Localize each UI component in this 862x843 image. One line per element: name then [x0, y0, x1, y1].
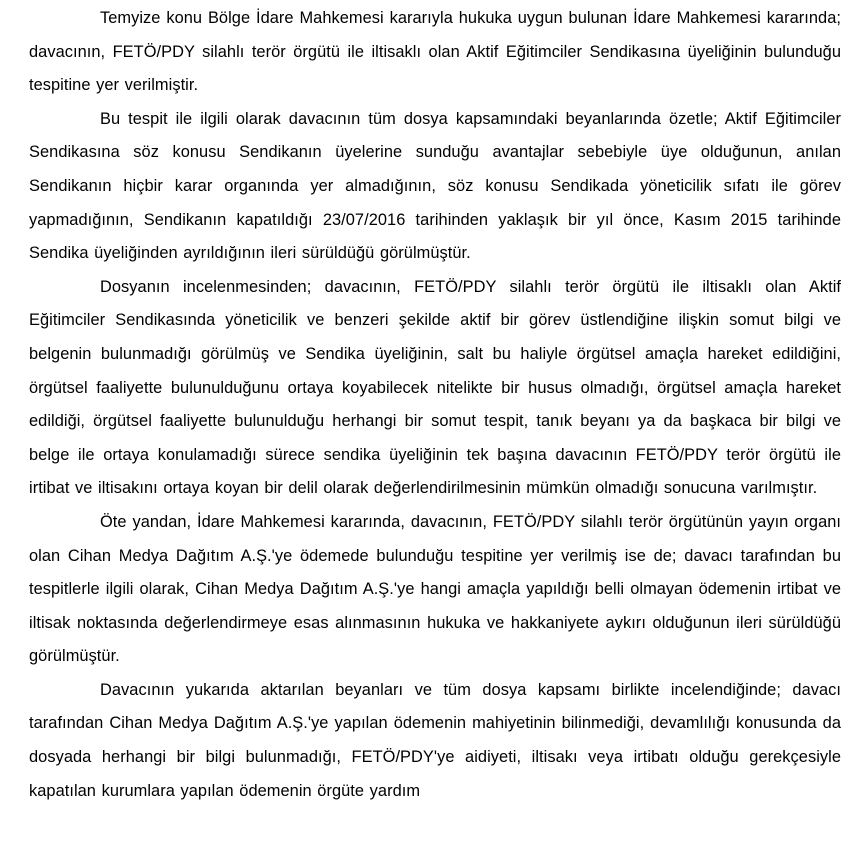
paragraph-3: Dosyanın incelenmesinden; davacının, FETÖ/PDY silahlı terör örgütü ile iltisaklı olan Aktif Eğitimciler Sendikasında yöneticilik ve benzeri şekilde aktif bir görev üstlendiğine ilişkin somut bilgi ve belgenin bulunmadığı görülmüş ve Sendika üyeliğinin, salt bu haliyle örgütsel amaçla hareket edildiğini, örgütsel faaliyette bulunulduğunu ortaya koyabilecek nitelikte bir husus olmadığı, örgütsel amaçla hareket edildiği, örgütsel faaliyette bulunulduğu herhangi bir somut tespit, tanık beyanı ya da başkaca bir bilgi ve belge ile ortaya konulamadığı sürece sendika üyeliğinin tek başına davacının FETÖ/PDY terör örgütü ile irtibat ve iltisakını ortaya koyan bir delil olarak değerlendirilmesinin mümkün olmadığı sonucuna varılmıştır. [29, 277, 841, 498]
paragraph-4: Öte yandan, İdare Mahkemesi kararında, davacının, FETÖ/PDY silahlı terör örgütünün yayın organı olan Cihan Medya Dağıtım A.Ş.'ye ödemede bulunduğu tespitine yer verilmiş ise de; davacı tarafından bu tespitlerle ilgili olarak, Cihan Medya Dağıtım A.Ş.'ye hangi amaçla yapıldığı belli olmayan ödemenin irtibat ve iltisak noktasında değerlendirmeye esas alınmasının hukuka ve hakkaniyete aykırı olduğunun ileri sürüldüğü görülmüştür. [29, 512, 841, 666]
paragraph-1: Temyize konu Bölge İdare Mahkemesi kararıyla hukuka uygun bulunan İdare Mahkemesi kararında; davacının, FETÖ/PDY silahlı terör örgütü ile iltisaklı olan Aktif Eğitimciler Sendikasına üyeliğinin bulunduğu tespitine yer verilmiştir. [29, 9, 841, 95]
document-body [29, 2, 841, 808]
paragraph-2: Bu tespit ile ilgili olarak davacının tüm dosya kapsamındaki beyanlarında özetle; Aktif Eğitimciler Sendikasına söz konusu Sendikanın üyelerine sunduğu avantajlar sebebiyle üye olduğunun, anılan Sendikanın hiçbir karar organında yer almadığının, söz konusu Sendikada yöneticilik sıfatı ile görev yapmadığının, Sendikanın kapatıldığı 23/07/2016 tarihinden yaklaşık bir yıl önce, Kasım 2015 tarihinde Sendika üyeliğinden ayrıldığının ileri sürüldüğü görülmüştür. [29, 109, 841, 263]
paragraph-5: Davacının yukarıda aktarılan beyanları ve tüm dosya kapsamı birlikte incelendiğinde; davacı tarafından Cihan Medya Dağıtım A.Ş.'ye yapılan ödemenin mahiyetinin bilinmediği, devamlılığı konusunda da dosyada herhangi bir bilgi bulunmadığı, FETÖ/PDY'ye aidiyeti, iltisakı veya irtibatı olduğu gerekçesiyle kapatılan kurumlara yapılan ödemenin örgüte yardım [29, 680, 841, 800]
